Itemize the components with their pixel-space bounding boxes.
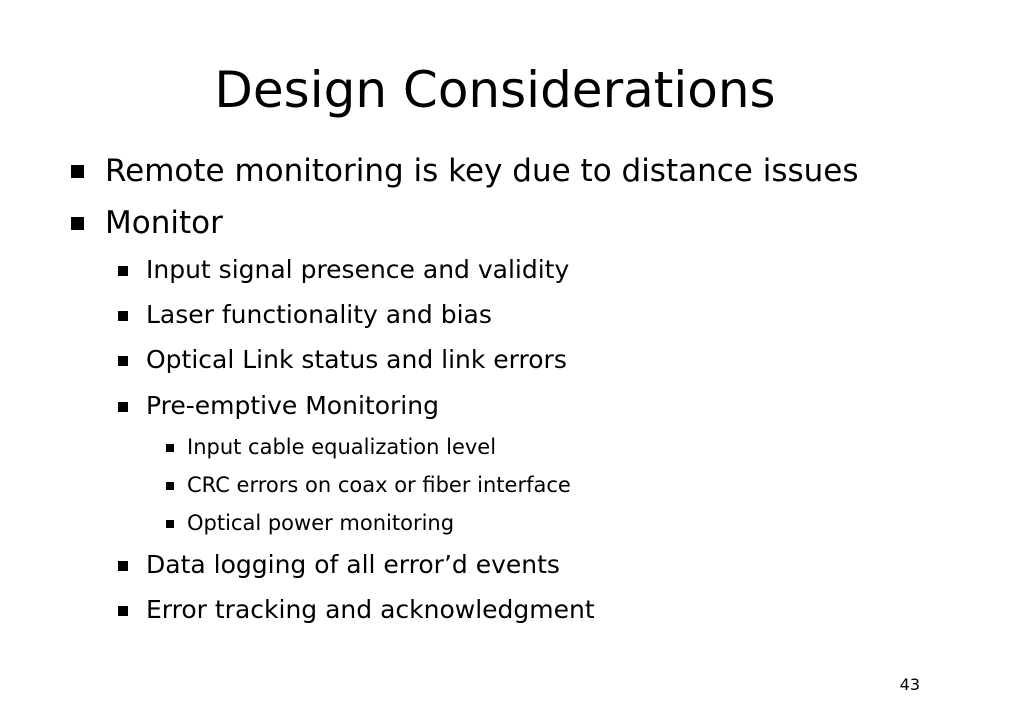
square-bullet-icon xyxy=(118,356,128,366)
bullet-input-signal xyxy=(146,254,569,286)
square-bullet-icon xyxy=(71,217,84,230)
bullet-text: Remote monitoring is key due to distance issues xyxy=(105,153,859,189)
bullet-text: Optical power monitoring xyxy=(187,511,455,535)
square-bullet-icon xyxy=(166,520,174,528)
bullet-remote-monitoring xyxy=(105,151,859,191)
square-bullet-icon xyxy=(118,266,128,276)
bullet-pre-emptive xyxy=(146,390,439,422)
bullet-cable-equalization xyxy=(187,433,496,461)
bullet-text: Input cable equalization level xyxy=(187,435,497,459)
square-bullet-icon xyxy=(118,606,128,616)
bullet-optical-power xyxy=(187,509,454,537)
bullet-crc-errors xyxy=(187,471,571,499)
bullet-text: Data logging of all error’d events xyxy=(146,550,560,579)
bullet-optical-link xyxy=(146,344,567,376)
bullet-error-tracking xyxy=(146,594,595,626)
square-bullet-icon xyxy=(118,402,128,412)
square-bullet-icon xyxy=(166,482,174,490)
bullet-text: CRC errors on coax or fiber interface xyxy=(187,473,571,497)
square-bullet-icon xyxy=(118,311,128,321)
bullet-text: Pre-emptive Monitoring xyxy=(146,391,439,420)
square-bullet-icon xyxy=(166,444,174,452)
bullet-text: Optical Link status and link errors xyxy=(146,345,567,374)
bullet-laser xyxy=(146,299,492,331)
slide-title: Design Considerations xyxy=(214,61,776,119)
bullet-monitor xyxy=(105,203,223,243)
bullet-text: Laser functionality and bias xyxy=(146,300,492,329)
bullet-text: Error tracking and acknowledgment xyxy=(146,595,595,624)
bullet-text: Monitor xyxy=(105,205,223,241)
square-bullet-icon xyxy=(118,561,128,571)
square-bullet-icon xyxy=(71,165,84,178)
bullet-data-logging xyxy=(146,549,560,581)
bullet-text: Input signal presence and validity xyxy=(146,255,570,284)
page-number: 43 xyxy=(899,675,920,694)
